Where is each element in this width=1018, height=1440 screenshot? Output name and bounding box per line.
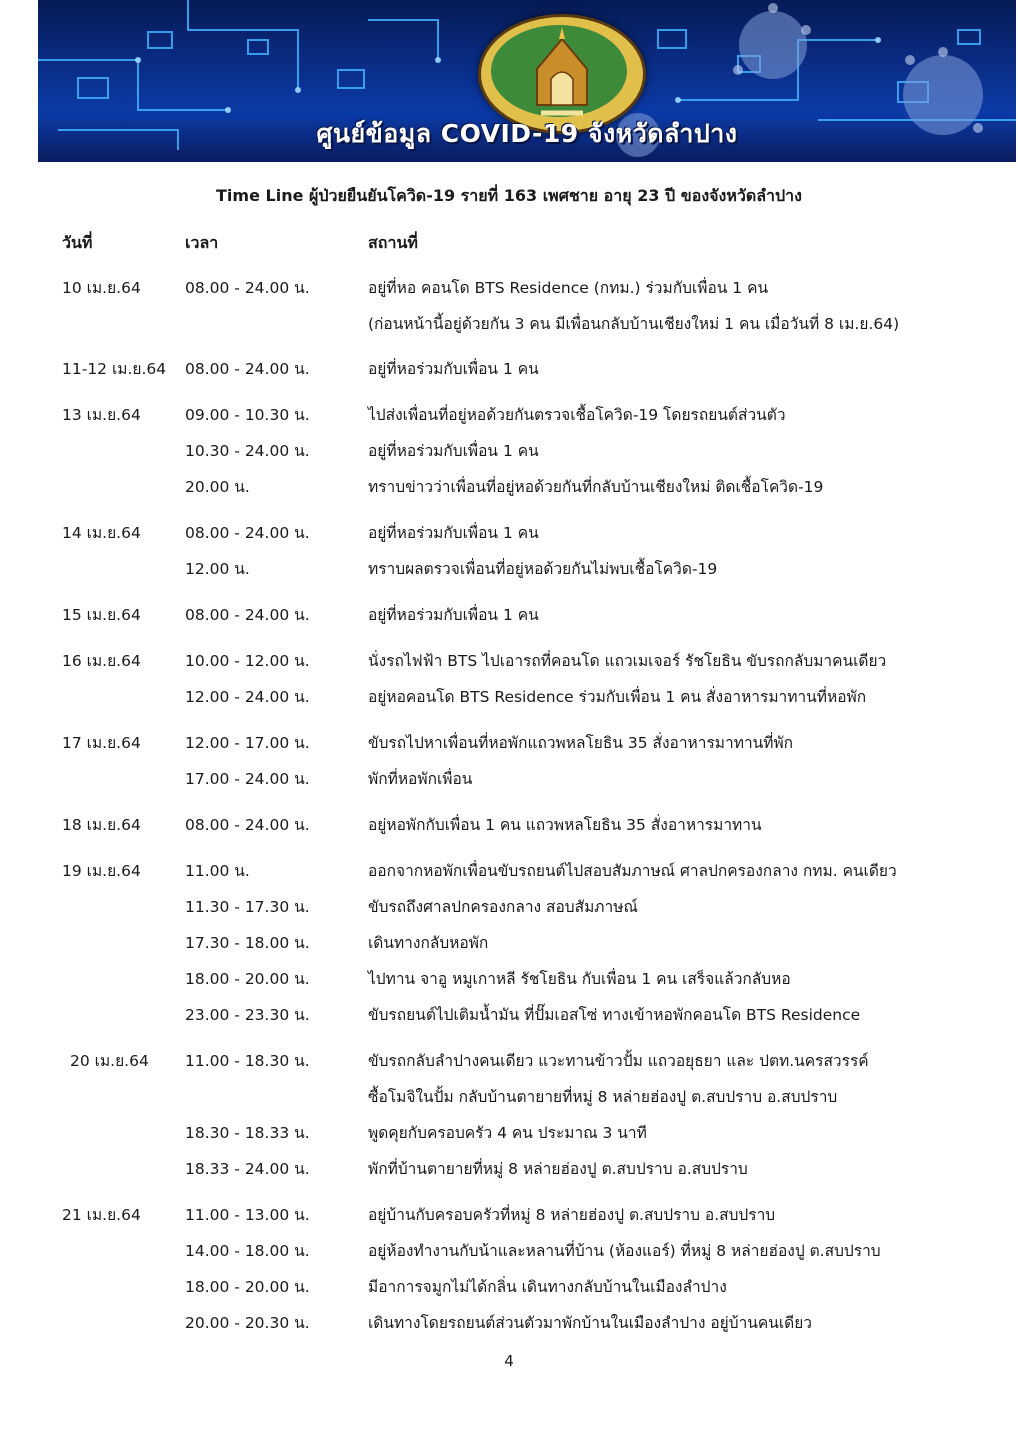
entry-date: 11-12 เม.ย.64 bbox=[62, 360, 167, 378]
entry-date: 21 เม.ย.64 bbox=[62, 1206, 141, 1224]
entry-place: ไปทาน จาอู หมูเกาหลี รัชโยธิน กับเพื่อน 1 คน เสร็จแล้วกลับหอ bbox=[368, 970, 791, 988]
entry-place: นั่งรถไฟฟ้า BTS ไปเอารถที่คอนโด แถวเมเจอร์ รัชโยธิน ขับรถกลับมาคนเดียว bbox=[368, 652, 887, 670]
entry-place: พักที่บ้านตายายที่หมู่ 8 หล่ายฮ่องปู ต.สบปราบ อ.สบปราบ bbox=[368, 1160, 748, 1178]
entry-time: 08.00 - 24.00 น. bbox=[185, 279, 310, 297]
entry-date: 19 เม.ย.64 bbox=[62, 862, 141, 880]
entry-place: อยู่ที่หอร่วมกับเพื่อน 1 คน bbox=[368, 524, 539, 542]
entry-time: 08.00 - 24.00 น. bbox=[185, 816, 310, 834]
entry-time: 20.00 - 20.30 น. bbox=[185, 1314, 310, 1332]
document-title: Time Line ผู้ป่วยยืนยันโควิด-19 รายที่ 163 เพศชาย อายุ 23 ปี ของจังหวัดลำปาง bbox=[216, 186, 802, 205]
entry-time: 18.33 - 24.00 น. bbox=[185, 1160, 310, 1178]
entry-place: (ก่อนหน้านี้อยู่ด้วยกัน 3 คน มีเพื่อนกลับบ้านเชียงใหม่ 1 คน เมื่อวันที่ 8 เม.ย.64) bbox=[368, 315, 900, 333]
entry-time: 12.00 - 24.00 น. bbox=[185, 688, 310, 706]
entry-place: เดินทางโดยรถยนต์ส่วนตัวมาพักบ้านในเมืองลำปาง อยู่บ้านคนเดียว bbox=[368, 1314, 813, 1332]
entry-time: 14.00 - 18.00 น. bbox=[185, 1242, 310, 1260]
entry-place: มีอาการจมูกไม่ได้กลิ่น เดินทางกลับบ้านในเมืองลำปาง bbox=[368, 1278, 727, 1296]
entry-place: ขับรถยนต์ไปเติมน้ำมัน ที่ปั๊มเอสโซ่ ทางเข้าหอพักคอนโด BTS Residence bbox=[368, 1006, 861, 1024]
entry-place: ซื้อโมจิในปั้ม กลับบ้านตายายที่หมู่ 8 หล่ายฮ่องปู ต.สบปราบ อ.สบปราบ bbox=[368, 1088, 838, 1106]
entry-place: ขับรถไปหาเพื่อนที่หอพักแถวพหลโยธิน 35 สั่งอาหารมาทานที่พัก bbox=[368, 734, 794, 752]
entry-date: 20 เม.ย.64 bbox=[70, 1052, 149, 1070]
entry-place: อยู่บ้านกับครอบครัวที่หมู่ 8 หล่ายฮ่องปู ต.สบปราบ อ.สบปราบ bbox=[368, 1206, 776, 1224]
entry-time: 17.30 - 18.00 น. bbox=[185, 934, 310, 952]
entry-date: 15 เม.ย.64 bbox=[62, 606, 141, 624]
entry-time: 11.00 - 18.30 น. bbox=[185, 1052, 310, 1070]
entry-time: 23.00 - 23.30 น. bbox=[185, 1006, 310, 1024]
entry-time: 08.00 - 24.00 น. bbox=[185, 606, 310, 624]
entry-place: ทราบข่าวว่าเพื่อนที่อยู่หอด้วยกันที่กลับบ้านเชียงใหม่ ติดเชื้อโควิด-19 bbox=[368, 478, 824, 496]
entry-time: 20.00 น. bbox=[185, 478, 250, 496]
entry-time: 18.00 - 20.00 น. bbox=[185, 1278, 310, 1296]
entry-place: อยู่ที่หอร่วมกับเพื่อน 1 คน bbox=[368, 606, 539, 624]
entry-date: 17 เม.ย.64 bbox=[62, 734, 141, 752]
entry-time: 18.30 - 18.33 น. bbox=[185, 1124, 310, 1142]
entry-place: อยู่หอคอนโด BTS Residence ร่วมกับเพื่อน 1 คน สั่งอาหารมาทานที่หอพัก bbox=[368, 688, 867, 706]
entry-time: 17.00 - 24.00 น. bbox=[185, 770, 310, 788]
column-header-place: สถานที่ bbox=[368, 233, 418, 252]
entry-place: ขับรถกลับลำปางคนเดียว แวะทานข้าวปั้ม แถวอยุธยา และ ปตท.นครสวรรค์ bbox=[368, 1052, 869, 1070]
entry-place: ไปส่งเพื่อนที่อยู่หอด้วยกันตรวจเชื้อโควิด-19 โดยรถยนต์ส่วนตัว bbox=[368, 406, 786, 424]
entry-place: เดินทางกลับหอพัก bbox=[368, 934, 489, 952]
entry-date: 13 เม.ย.64 bbox=[62, 406, 141, 424]
entry-place: อยู่ที่หอร่วมกับเพื่อน 1 คน bbox=[368, 442, 539, 460]
entry-time: 10.30 - 24.00 น. bbox=[185, 442, 310, 460]
entry-time: 12.00 น. bbox=[185, 560, 250, 578]
entry-time: 11.00 น. bbox=[185, 862, 250, 880]
entry-time: 09.00 - 10.30 น. bbox=[185, 406, 310, 424]
entry-place: พูดคุยกับครอบครัว 4 คน ประมาณ 3 นาที bbox=[368, 1124, 647, 1142]
column-header-time: เวลา bbox=[185, 233, 219, 252]
entry-date: 18 เม.ย.64 bbox=[62, 816, 141, 834]
banner-title: ศูนย์ข้อมูล COVID-19 จังหวัดลำปาง bbox=[316, 119, 738, 148]
entry-place: ออกจากหอพักเพื่อนขับรถยนต์ไปสอบสัมภาษณ์ ศาลปกครองกลาง กทม. คนเดียว bbox=[368, 862, 897, 880]
entry-date: 10 เม.ย.64 bbox=[62, 279, 141, 297]
entry-date: 16 เม.ย.64 bbox=[62, 652, 141, 670]
entry-place: อยู่ห้องทำงานกับน้าและหลานที่บ้าน (ห้องแอร์) ที่หมู่ 8 หล่ายฮ่องปู ต.สบปราบ bbox=[368, 1242, 881, 1260]
column-header-date: วันที่ bbox=[62, 233, 93, 252]
entry-place: อยู่ที่หอ คอนโด BTS Residence (กทม.) ร่วมกับเพื่อน 1 คน bbox=[368, 279, 769, 297]
entry-time: 10.00 - 12.00 น. bbox=[185, 652, 310, 670]
entry-place: อยู่หอพักกับเพื่อน 1 คน แถวพหลโยธิน 35 สั่งอาหารมาทาน bbox=[368, 816, 762, 834]
entry-time: 11.00 - 13.00 น. bbox=[185, 1206, 310, 1224]
page-number: 4 bbox=[504, 1352, 514, 1370]
entry-place: ทราบผลตรวจเพื่อนที่อยู่หอด้วยกันไม่พบเชื้อโควิด-19 bbox=[368, 560, 718, 578]
entry-place: ขับรถถึงศาลปกครองกลาง สอบสัมภาษณ์ bbox=[368, 898, 638, 916]
entry-time: 08.00 - 24.00 น. bbox=[185, 524, 310, 542]
entry-date: 14 เม.ย.64 bbox=[62, 524, 141, 542]
entry-time: 12.00 - 17.00 น. bbox=[185, 734, 310, 752]
entry-time: 08.00 - 24.00 น. bbox=[185, 360, 310, 378]
entry-time: 18.00 - 20.00 น. bbox=[185, 970, 310, 988]
entry-place: พักที่หอพักเพื่อน bbox=[368, 770, 473, 788]
header-banner bbox=[38, 0, 1016, 162]
entry-place: อยู่ที่หอร่วมกับเพื่อน 1 คน bbox=[368, 360, 539, 378]
entry-time: 11.30 - 17.30 น. bbox=[185, 898, 310, 916]
